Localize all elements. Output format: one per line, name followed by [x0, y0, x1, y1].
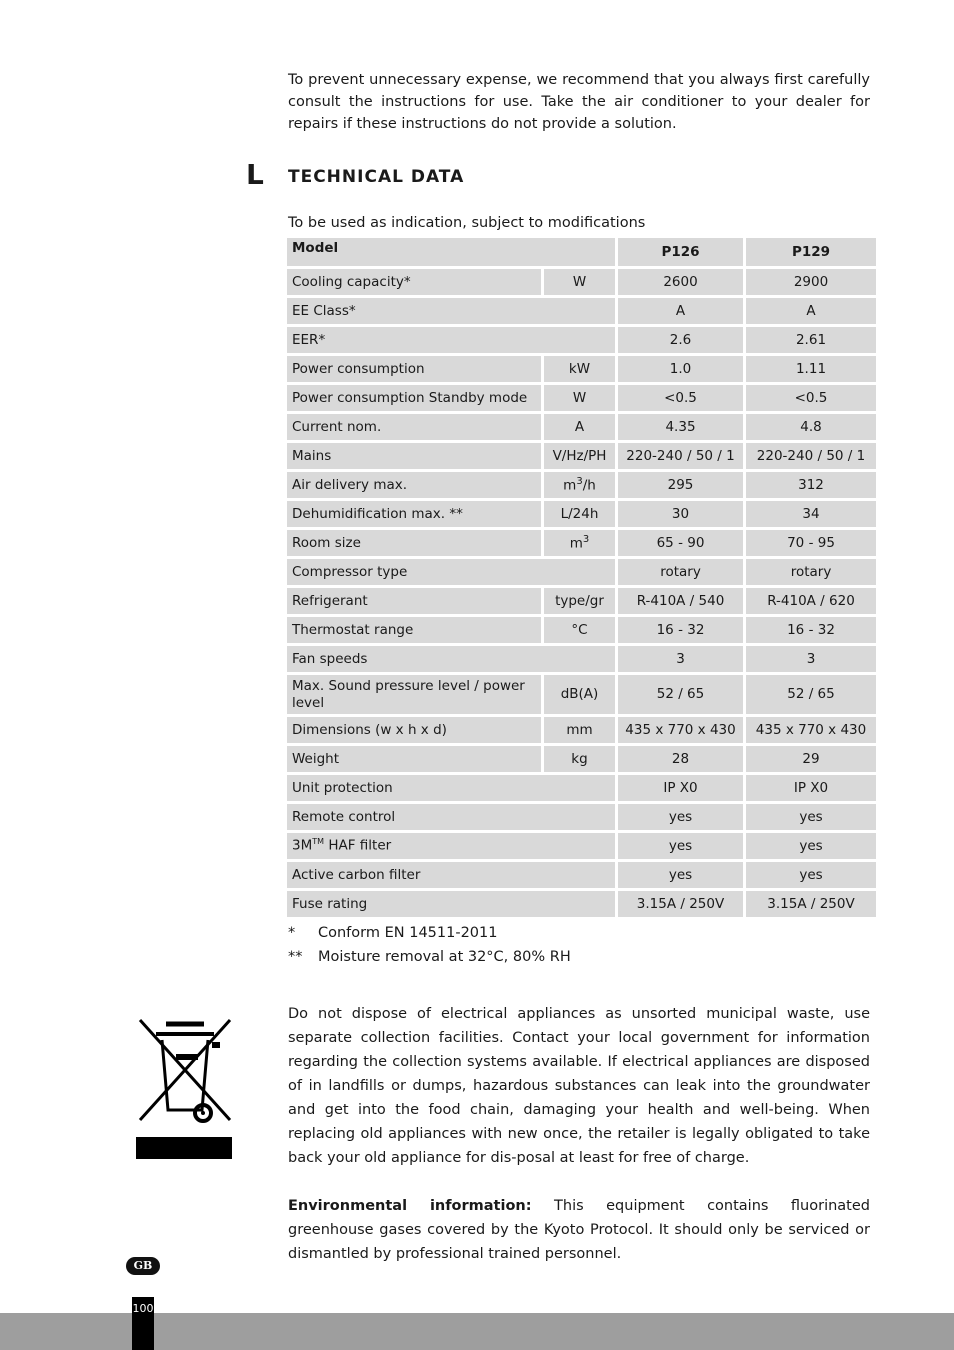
- row-value-p129: IP X0: [746, 775, 876, 801]
- row-value-p126: 28: [618, 746, 743, 772]
- table-row: [287, 804, 876, 830]
- row-value-p129: 4.8: [746, 414, 876, 440]
- row-label: Remote control: [287, 804, 615, 830]
- row-value-p129: 3.15A / 250V: [746, 891, 876, 917]
- row-label: Fan speeds: [287, 646, 615, 672]
- table-row: [287, 891, 876, 917]
- row-value-p126: R-410A / 540: [618, 588, 743, 614]
- footnote-1: [288, 925, 497, 941]
- table-row: [287, 414, 876, 440]
- table-row: [287, 298, 876, 324]
- row-label: Fuse rating: [287, 891, 615, 917]
- row-value-p126: 4.35: [618, 414, 743, 440]
- row-label: Active carbon filter: [287, 862, 615, 888]
- row-value-p126: 2600: [618, 269, 743, 295]
- row-value-p129: 34: [746, 501, 876, 527]
- row-label: 3M™ HAF filter: [287, 833, 615, 859]
- row-label: Cooling capacity*: [287, 269, 541, 295]
- row-value-p129: 3: [746, 646, 876, 672]
- row-unit: L/24h: [544, 501, 615, 527]
- table-row: [287, 501, 876, 527]
- row-value-p129: 312: [746, 472, 876, 498]
- row-value-p126: 16 - 32: [618, 617, 743, 643]
- footnote-mark: **: [288, 949, 303, 965]
- header-p129: P129: [746, 238, 876, 266]
- row-unit: W: [544, 269, 615, 295]
- row-label: Weight: [287, 746, 541, 772]
- row-label: EE Class*: [287, 298, 615, 324]
- table-row: [287, 327, 876, 353]
- intro-paragraph: To prevent unnecessary expense, we recommend that you always first carefully consult the instructions for use. Take the air conditioner to your dealer for repairs if these instructions do not provide a solution.: [288, 72, 870, 132]
- table-row: [287, 775, 876, 801]
- row-value-p126: 1.0: [618, 356, 743, 382]
- row-label: Refrigerant: [287, 588, 541, 614]
- row-value-p126: 52 / 65: [618, 675, 743, 714]
- row-label: Dehumidification max. **: [287, 501, 541, 527]
- page-number: 100: [132, 1297, 154, 1350]
- row-unit: V/Hz/PH: [544, 443, 615, 469]
- table-row: [287, 559, 876, 585]
- row-value-p126: 3.15A / 250V: [618, 891, 743, 917]
- row-label: Compressor type: [287, 559, 615, 585]
- row-label: Power consumption: [287, 356, 541, 382]
- table-row: [287, 646, 876, 672]
- row-value-p129: rotary: [746, 559, 876, 585]
- row-value-p126: IP X0: [618, 775, 743, 801]
- header-model: Model: [287, 238, 615, 266]
- language-badge: GB: [126, 1257, 160, 1275]
- environmental-label: Environmental information:: [288, 1198, 532, 1214]
- row-value-p126: 3: [618, 646, 743, 672]
- row-value-p126: 295: [618, 472, 743, 498]
- table-row: [287, 385, 876, 411]
- row-value-p126: 65 - 90: [618, 530, 743, 556]
- table-row: [287, 717, 876, 743]
- footnote-text: Conform EN 14511-2011: [318, 925, 498, 941]
- row-label: Thermostat range: [287, 617, 541, 643]
- row-label: Unit protection: [287, 775, 615, 801]
- table-row: [287, 617, 876, 643]
- row-unit: A: [544, 414, 615, 440]
- row-value-p129: 29: [746, 746, 876, 772]
- table-row: [287, 833, 876, 859]
- table-row: [287, 530, 876, 556]
- row-value-p129: 220-240 / 50 / 1: [746, 443, 876, 469]
- row-label: EER*: [287, 327, 615, 353]
- row-value-p129: yes: [746, 833, 876, 859]
- row-unit: $m^3$: [544, 530, 615, 556]
- row-value-p129: 52 / 65: [746, 675, 876, 714]
- technical-data-table: [284, 235, 879, 920]
- row-value-p129: 2.61: [746, 327, 876, 353]
- row-unit: mm: [544, 717, 615, 743]
- row-value-p126: yes: [618, 862, 743, 888]
- row-unit: type/gr: [544, 588, 615, 614]
- header-p126: P126: [618, 238, 743, 266]
- row-value-p126: yes: [618, 804, 743, 830]
- row-unit: W: [544, 385, 615, 411]
- environmental-text: This equipment contains fluorinated greenhouse gases covered by the Kyoto Protocol. It should only be serviced or dismantled by professional trained personnel.: [288, 1198, 870, 1262]
- row-value-p129: yes: [746, 862, 876, 888]
- table-header-row: [287, 238, 876, 266]
- row-unit: $m^3/h$: [544, 472, 615, 498]
- row-value-p126: A: [618, 298, 743, 324]
- row-value-p129: 70 - 95: [746, 530, 876, 556]
- footnote-text: Moisture removal at 32°C, 80% RH: [318, 949, 571, 965]
- row-value-p126: 30: [618, 501, 743, 527]
- table-row: [287, 443, 876, 469]
- table-row: [287, 472, 876, 498]
- row-label: Mains: [287, 443, 541, 469]
- table-row: [287, 269, 876, 295]
- row-value-p126: <0.5: [618, 385, 743, 411]
- row-unit: dB(A): [544, 675, 615, 714]
- row-value-p126: rotary: [618, 559, 743, 585]
- row-value-p129: 1.11: [746, 356, 876, 382]
- environmental-paragraph: [288, 1194, 870, 1266]
- row-value-p126: 435 x 770 x 430: [618, 717, 743, 743]
- table-row: [287, 588, 876, 614]
- row-value-p129: yes: [746, 804, 876, 830]
- footnote-2: [288, 949, 571, 965]
- row-value-p126: yes: [618, 833, 743, 859]
- footnote-mark: *: [288, 925, 296, 941]
- section-letter: L: [246, 158, 264, 191]
- disposal-paragraph: Do not dispose of electrical appliances as unsorted municipal waste, use separate collection facilities. Contact your local government for information regarding the collection systems available. If electrical appliances are disposed of in landfills or dumps, hazardous substances can leak into the groundwater and get into the food chain, damaging your health and well-being. When replacing old appliances with new once, the retailer is legally obligated to take back your old appliance for dis-posal at least for free of charge.: [288, 1006, 870, 1166]
- row-value-p129: R-410A / 620: [746, 588, 876, 614]
- row-value-p129: A: [746, 298, 876, 324]
- row-value-p129: 16 - 32: [746, 617, 876, 643]
- row-label: Air delivery max.: [287, 472, 541, 498]
- row-label: Power consumption Standby mode: [287, 385, 541, 411]
- row-label: Current nom.: [287, 414, 541, 440]
- row-unit: kW: [544, 356, 615, 382]
- row-value-p126: 220-240 / 50 / 1: [618, 443, 743, 469]
- crossed-out-wheelie-bin-icon: [136, 1012, 232, 1159]
- section-title: TECHNICAL DATA: [288, 167, 465, 187]
- row-label: Dimensions (w x h x d): [287, 717, 541, 743]
- row-unit: kg: [544, 746, 615, 772]
- row-unit: °C: [544, 617, 615, 643]
- table-row: [287, 746, 876, 772]
- table-row: [287, 675, 876, 714]
- row-value-p126: 2.6: [618, 327, 743, 353]
- row-label: Room size: [287, 530, 541, 556]
- row-value-p129: 435 x 770 x 430: [746, 717, 876, 743]
- row-value-p129: 2900: [746, 269, 876, 295]
- row-label: Max. Sound pressure level / power level: [287, 675, 541, 714]
- table-row: [287, 356, 876, 382]
- row-value-p129: <0.5: [746, 385, 876, 411]
- table-subtitle: To be used as indication, subject to modifications: [288, 215, 646, 231]
- table-row: [287, 862, 876, 888]
